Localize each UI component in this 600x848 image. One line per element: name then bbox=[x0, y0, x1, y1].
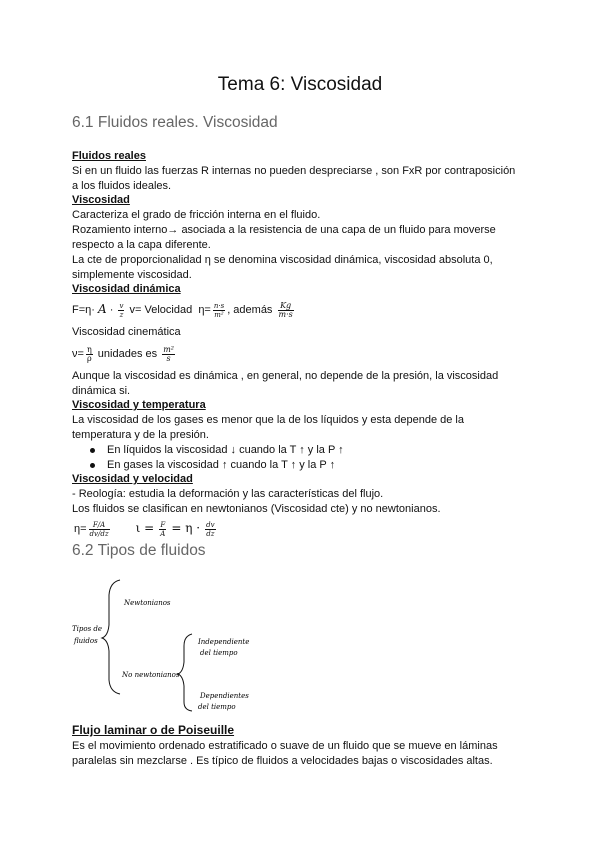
formula-cinematica bbox=[72, 343, 177, 365]
paragraph-line: paralelas sin mezclarse . Es típico de fluidos a velocidades bajas o viscosidades altas. bbox=[72, 755, 493, 767]
heading-flujo-laminar: Flujo laminar o de Poiseuille bbox=[72, 723, 235, 737]
section-heading-6-1: 6.1 Fluidos reales. Viscosidad bbox=[72, 114, 278, 131]
paragraph-line: - Reología: estudia la deformación y las características del flujo. bbox=[72, 488, 384, 500]
diagram-newtonianos: Newtonianos bbox=[124, 599, 171, 607]
paragraph-line: La viscosidad de los gases es menor que la de los líquidos y esta depende de la bbox=[72, 414, 464, 426]
paragraph-line: Aunque la viscosidad es dinámica , en general, no depende de la presión, la viscosidad bbox=[72, 370, 499, 382]
diagram-dependientes: del tiempo bbox=[198, 703, 236, 711]
fraction-f-a bbox=[159, 521, 166, 538]
fraction-m2-s bbox=[162, 346, 175, 363]
dot-operator: · bbox=[109, 304, 114, 316]
heading-viscosidad-temperatura: Viscosidad y temperatura bbox=[72, 399, 206, 411]
ademas-text: , además bbox=[227, 304, 273, 316]
denominator: m² bbox=[214, 310, 224, 319]
bullet-item bbox=[90, 444, 344, 456]
eta-dot: = η · bbox=[171, 521, 201, 535]
denominator: m·s bbox=[278, 309, 293, 319]
paragraph-line: temperatura y de la presión. bbox=[72, 429, 209, 441]
label-viscosidad-cinematica: Viscosidad cinemática bbox=[72, 326, 181, 338]
denominator: A bbox=[160, 529, 166, 538]
denominator: z bbox=[119, 310, 124, 319]
paragraph-line: simplemente viscosidad. bbox=[72, 269, 192, 281]
paragraph-line: La cte de proporcionalidad η se denomina viscosidad dinámica, viscosidad absoluta 0, bbox=[72, 254, 493, 266]
section-heading-6-2: 6.2 Tipos de fluidos bbox=[72, 542, 206, 559]
velocity-definition: v= Velocidad bbox=[129, 304, 193, 316]
heading-viscosidad: Viscosidad bbox=[72, 194, 130, 206]
fraction-eta-rho bbox=[86, 346, 93, 363]
force-formula-prefix: F=η· bbox=[72, 304, 95, 316]
paragraph-line: dinámica si. bbox=[72, 385, 131, 397]
denominator: dv/dz bbox=[89, 529, 109, 538]
paragraph-line: Es el movimiento ordenado estratificado o suave de un fluido que se mueve en láminas bbox=[72, 740, 498, 752]
heading-viscosidad-velocidad: Viscosidad y velocidad bbox=[72, 473, 193, 485]
paragraph-line: Caracteriza el grado de fricción interna en el fluido. bbox=[72, 209, 321, 221]
fraction-dv-dz bbox=[205, 521, 215, 538]
numerator: v bbox=[119, 301, 124, 310]
numerator: η bbox=[86, 344, 92, 354]
area-symbol: A bbox=[98, 302, 107, 316]
paragraph-line: a los fluidos ideales. bbox=[72, 180, 172, 192]
eta-equals: η= bbox=[198, 304, 211, 316]
main-brace bbox=[102, 580, 120, 694]
numerator: Kg bbox=[278, 302, 294, 311]
formula-dinamica bbox=[72, 298, 296, 321]
bullet-dot-icon bbox=[90, 463, 95, 468]
tau-equals: ι = bbox=[135, 521, 155, 535]
heading-viscosidad-dinamica: Viscosidad dinámica bbox=[72, 283, 181, 295]
sub-brace bbox=[178, 634, 192, 711]
fraction-v-z bbox=[118, 302, 124, 319]
formula-velocidad bbox=[74, 516, 218, 541]
nu-equals: ν= bbox=[72, 348, 84, 360]
bullet-text: En gases la viscosidad ↑ cuando la T ↑ y la P ↑ bbox=[107, 459, 336, 471]
numerator: n·s bbox=[213, 301, 225, 310]
unidades-text: unidades es bbox=[97, 348, 158, 360]
bullet-item bbox=[90, 459, 335, 471]
heading-fluidos-reales: Fluidos reales bbox=[72, 150, 146, 162]
numerator: m² bbox=[163, 344, 174, 354]
diagram-root-label: Tipos de bbox=[72, 625, 103, 633]
bullet-dot-icon bbox=[90, 448, 95, 453]
diagram-independiente: Independiente bbox=[198, 638, 250, 646]
denominator: dz bbox=[206, 529, 215, 538]
numerator: F/A bbox=[89, 521, 110, 530]
fraction-ns-m2 bbox=[213, 302, 225, 319]
diagram-independiente: del tiempo bbox=[200, 649, 238, 657]
tipos-fluidos-diagram bbox=[60, 570, 260, 716]
bullet-text: En líquidos la viscosidad ↓ cuando la T ↑ y la P ↑ bbox=[107, 444, 344, 456]
diagram-root-label: fluidos bbox=[74, 637, 98, 645]
fraction-kg-ms bbox=[278, 302, 294, 319]
numerator: dv bbox=[206, 520, 215, 529]
numerator: F bbox=[160, 520, 166, 529]
page-title: Tema 6: Viscosidad bbox=[217, 74, 383, 95]
paragraph-line: Rozamiento interno→ asociada a la resistencia de una capa de un fluido para moverse bbox=[72, 224, 496, 236]
paragraph-line: respecto a la capa diferente. bbox=[72, 239, 211, 251]
diagram-dependientes: Dependientes bbox=[200, 692, 249, 700]
eta-equals: η= bbox=[74, 523, 87, 535]
denominator: ρ bbox=[86, 353, 92, 363]
denominator: s bbox=[166, 353, 171, 363]
fraction-fa-dvdz bbox=[89, 521, 110, 538]
diagram-no-newtonianos: No newtonianos bbox=[122, 671, 180, 679]
paragraph-line: Si en un fluido las fuerzas R internas no pueden despreciarse , son FxR por contraposición bbox=[72, 165, 516, 177]
paragraph-line: Los fluidos se clasifican en newtonianos (Viscosidad cte) y no newtonianos. bbox=[72, 503, 441, 515]
